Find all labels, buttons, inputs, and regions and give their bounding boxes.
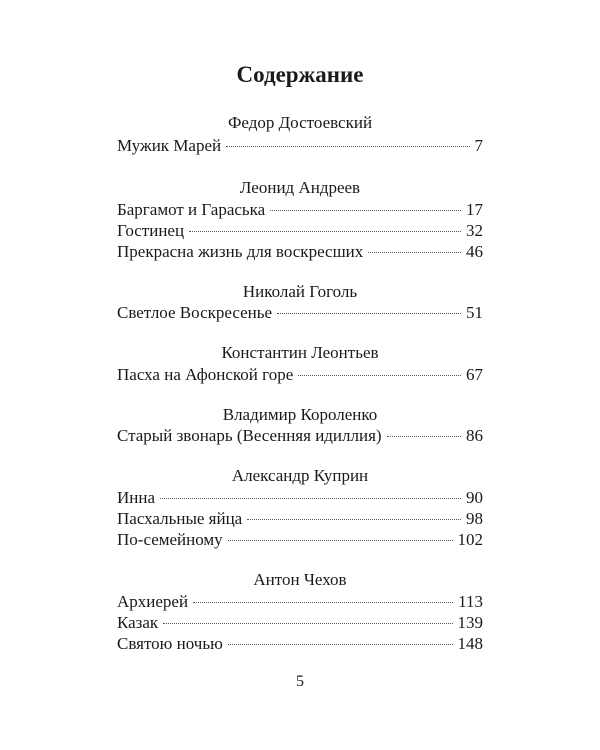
author-heading: Антон Чехов — [253, 570, 347, 589]
entry-page: 51 — [466, 303, 483, 322]
dot-leader — [189, 231, 461, 232]
entry-title: Казак — [117, 613, 159, 632]
toc-entry — [117, 426, 483, 450]
entry-title: Пасхальные яйца — [117, 509, 243, 528]
entry-title: Баргамот и Гараська — [117, 200, 266, 219]
dot-leader — [228, 540, 453, 541]
dot-leader — [247, 519, 461, 520]
entry-title: Старый звонарь (Весенняя идиллия) — [117, 426, 382, 445]
entry-page: 113 — [458, 592, 483, 611]
entry-title: По-семейному — [117, 530, 223, 549]
dot-leader — [226, 146, 469, 147]
dot-leader — [228, 644, 453, 645]
dot-leader — [270, 210, 461, 211]
dot-leader — [387, 436, 461, 437]
entry-title: Святою ночью — [117, 634, 223, 653]
author-heading: Владимир Короленко — [222, 405, 378, 424]
entry-page: 46 — [466, 242, 483, 261]
author-heading: Федор Достоевский — [227, 113, 373, 132]
entry-page: 7 — [474, 136, 483, 155]
entry-title: Прекрасна жизнь для воскресших — [117, 242, 364, 261]
author-heading: Леонид Андреев — [239, 178, 361, 197]
dot-leader — [298, 375, 461, 376]
toc-entry — [117, 242, 483, 266]
entry-title: Мужик Марей — [117, 136, 222, 155]
entry-page: 139 — [457, 613, 483, 632]
dot-leader — [163, 623, 452, 624]
entry-title: Пасха на Афонской горе — [117, 365, 294, 384]
toc-entry — [117, 530, 483, 554]
entry-page: 90 — [466, 488, 483, 507]
dot-leader — [277, 313, 461, 314]
toc-entry — [117, 634, 483, 658]
author-heading: Константин Леонтьев — [221, 343, 379, 362]
dot-leader — [193, 602, 453, 603]
entry-page: 32 — [466, 221, 483, 240]
dot-leader — [160, 498, 461, 499]
entry-title: Архиерей — [117, 592, 189, 611]
author-heading: Николай Гоголь — [242, 282, 358, 301]
dot-leader — [368, 252, 461, 253]
entry-page: 98 — [466, 509, 483, 528]
toc-entry — [117, 303, 483, 327]
entry-page: 102 — [457, 530, 483, 549]
entry-page: 148 — [457, 634, 483, 653]
entry-title: Светлое Воскресенье — [117, 303, 273, 322]
page-number: 5 — [296, 673, 304, 690]
entry-page: 67 — [466, 365, 483, 384]
entry-page: 17 — [466, 200, 483, 219]
entry-title: Инна — [117, 488, 156, 507]
author-heading: Александр Куприн — [231, 466, 369, 485]
toc-entry — [117, 136, 483, 160]
toc-entry — [117, 365, 483, 389]
entry-title: Гостинец — [117, 221, 185, 240]
page-title: Содержание — [236, 62, 364, 87]
entry-page: 86 — [466, 426, 483, 445]
